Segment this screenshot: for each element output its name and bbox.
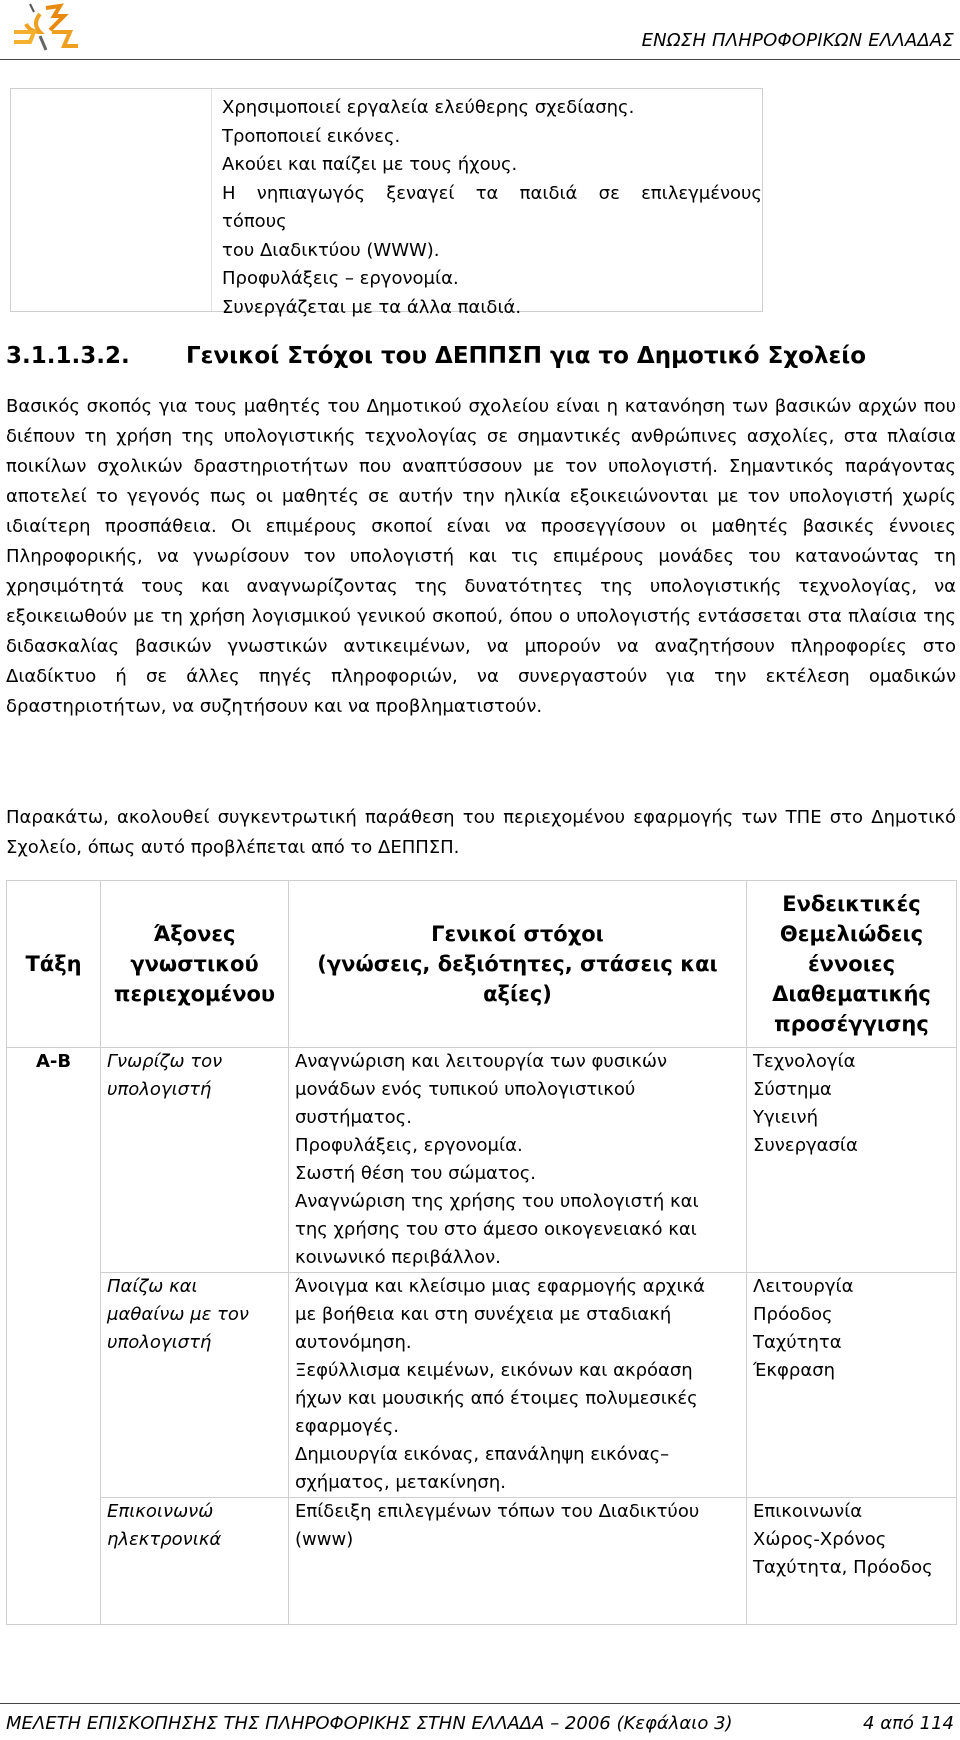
- body-paragraph: Βασικός σκοπός για τους μαθητές του Δημοτικού σχολείου είναι η κατανόηση των βασικών αρχών που διέπουν τη χρήση της υπολογιστικής τεχνολογίας σε σημαντικές ανθρώπινες ασχολίες, στα πλαίσια ποικίλων σχολικών δραστηριοτήτων που αναπτύσσουν με τον υπολογιστή. Σημαντικός παράγοντας αποτελεί το γεγονός πως οι μαθητές σε αυτήν την ηλικία εξοικειώνονται με τον υπολογιστή χωρίς ιδιαίτερη προσπάθεια. Οι επιμέρους σκοποί είναι να προσεγγίσουν οι μαθητές βασικές έννοιες Πληροφορικής, να γνωρίσουν τον υπολογιστή και τις επιμέρους μονάδες του κατανοώντας τη χρησιμότητά τους και αναγνωρίζοντας της δυνατότητες της υπολογιστικής τεχνολογίας, να εξοικειωθούν με τη χρήση λογισμικού γενικού σκοπού, όπου ο υπολογιστής εντάσσεται στα πλαίσια της διδασκαλίας βασικών γνωστικών αντικειμένων, να μπορούν να αναζητήσουν πληροφορίες στο Διαδίκτυο ή σε άλλες πηγές πληροφοριών, να συνεργαστούν για την εκτέλεση ομαδικών δραστηριοτήτων, να συζητήσουν και να προβληματιστούν.: [6, 396, 956, 717]
- goal-text: Αναγνώριση της χρήσης του υπολογιστή και: [295, 1191, 699, 1212]
- goal-text: κοινωνικό περιβάλλον.: [295, 1247, 501, 1268]
- axis-text: Παίζω και: [107, 1276, 198, 1297]
- section-number: 3.1.1.3.2.: [6, 343, 130, 369]
- goal-text: Προφυλάξεις, εργονομία.: [295, 1135, 523, 1156]
- concept-text: Σύστημα: [753, 1079, 832, 1100]
- axis-text: Επικοινωνώ: [107, 1501, 214, 1522]
- goal-text: συστήματος.: [295, 1107, 412, 1128]
- table-header-row: [7, 881, 957, 1048]
- concepts-cell: [747, 1498, 957, 1625]
- table-row: [7, 1273, 957, 1498]
- concept-text: Συνεργασία: [753, 1135, 858, 1156]
- continued-line: Συνεργάζεται με τα άλλα παιδιά.: [222, 296, 522, 318]
- header-organization: ΕΝΩΣΗ ΠΛΗΡΟΦΟΡΙΚΩΝ ΕΛΛΑΔΑΣ: [641, 30, 954, 51]
- continued-line: Η νηπιαγωγός ξεναγεί τα παιδιά σε επιλεγμένους: [222, 182, 762, 204]
- header-grade: [7, 881, 101, 1048]
- header-text: Διαθεματικής: [772, 982, 931, 1006]
- table-row: [7, 1498, 957, 1625]
- header-text: Τάξη: [25, 952, 82, 976]
- grade-label: Α-Β: [35, 1051, 72, 1072]
- axis-text: Γνωρίζω τον: [107, 1051, 223, 1072]
- axis-cell: [101, 1498, 289, 1625]
- continued-table-column-divider: [211, 89, 212, 311]
- continued-table-text: [222, 94, 762, 322]
- header-goals: [289, 881, 747, 1048]
- section-title: Γενικοί Στόχοι του ΔΕΠΠΣΠ για το Δημοτικό Σχολείο: [186, 343, 867, 369]
- goal-text: Επίδειξη επιλεγμένων τόπων του Διαδικτύου: [295, 1501, 700, 1522]
- goal-text: Αναγνώριση και λειτουργία των φυσικών: [295, 1051, 668, 1072]
- header-text: περιεχομένου: [113, 982, 276, 1006]
- curriculum-table: [6, 880, 957, 1625]
- concept-text: Πρόοδος: [753, 1304, 833, 1325]
- goals-cell: [289, 1048, 747, 1273]
- goal-text: μονάδων ενός τυπικού υπολογιστικού: [295, 1079, 636, 1100]
- body-paragraph: Παρακάτω, ακολουθεί συγκεντρωτική παράθεση του περιεχομένου εφαρμογής των ΤΠΕ στο Δημοτικό Σχολείο, όπως αυτό προβλέπεται από το ΔΕΠΠΣΠ.: [6, 807, 956, 858]
- concept-text: Τεχνολογία: [753, 1051, 856, 1072]
- concepts-cell: [747, 1048, 957, 1273]
- table-row: [7, 1048, 957, 1273]
- footer-divider: [0, 1703, 960, 1704]
- concept-text: Χώρος-Χρόνος: [753, 1529, 887, 1550]
- axis-cell: [101, 1273, 289, 1498]
- header-text: (γνώσεις, δεξιότητες, στάσεις και: [317, 952, 718, 976]
- epe-logo-icon: [10, 2, 80, 54]
- goal-text: ήχων και μουσικής από έτοιμες πολυμεσικές: [295, 1388, 698, 1409]
- header-text: Θεμελιώδεις: [779, 922, 924, 946]
- concept-text: Επικοινωνία: [753, 1501, 863, 1522]
- footer-document-title: ΜΕΛΕΤΗ ΕΠΙΣΚΟΠΗΣΗΣ ΤΗΣ ΠΛΗΡΟΦΟΡΙΚΗΣ ΣΤΗΝ ΕΛΛΑΔΑ – 2006 (Κεφάλαιο 3): [6, 1713, 733, 1734]
- goals-cell: [289, 1498, 747, 1625]
- header-text: προσέγγισης: [774, 1012, 929, 1036]
- header-text: Άξονες: [153, 922, 236, 946]
- goal-text: εφαρμογές.: [295, 1416, 400, 1437]
- header-text: Γενικοί στόχοι: [431, 922, 604, 946]
- section-heading: [6, 343, 866, 369]
- continued-line: τόπους: [222, 211, 287, 232]
- continued-line: Τροποποιεί εικόνες.: [222, 125, 401, 147]
- concept-text: Ταχύτητα: [753, 1332, 842, 1353]
- axis-text: υπολογιστή: [107, 1332, 212, 1353]
- header-text: έννοιες: [807, 952, 896, 976]
- concept-text: Υγιεινή: [753, 1107, 819, 1128]
- goal-text: Ξεφύλλισμα κειμένων, εικόνων και ακρόαση: [295, 1360, 693, 1381]
- goals-cell: [289, 1273, 747, 1498]
- header-divider: [0, 59, 960, 60]
- goal-text: αυτονόμηση.: [295, 1332, 412, 1353]
- header-concepts: [747, 881, 957, 1048]
- header-text: αξίες): [483, 982, 552, 1006]
- continued-line: Χρησιμοποιεί εργαλεία ελεύθερης σχεδίασης.: [222, 97, 635, 118]
- continued-line: Ακούει και παίζει με τους ήχους.: [222, 154, 518, 175]
- axis-cell: [101, 1048, 289, 1273]
- concept-text: Λειτουργία: [753, 1276, 854, 1297]
- goal-text: Σωστή θέση του σώματος.: [295, 1163, 537, 1184]
- concept-text: Ταχύτητα, Πρόοδος: [753, 1557, 933, 1578]
- concepts-cell: [747, 1273, 957, 1498]
- footer-page-number: 4 από 114: [863, 1713, 954, 1734]
- continued-line: του Διαδικτύου (WWW).: [222, 239, 440, 261]
- concept-text: Έκφραση: [753, 1360, 836, 1381]
- goal-text: με βοήθεια και στη συνέχεια με σταδιακή: [295, 1304, 672, 1325]
- goal-text: σχήματος, μετακίνηση.: [295, 1472, 506, 1493]
- grade-cell: [7, 1048, 101, 1625]
- axis-text: ηλεκτρονικά: [107, 1529, 222, 1550]
- header-text: γνωστικού: [130, 952, 259, 976]
- goal-text: (www): [295, 1529, 354, 1550]
- goal-text: της χρήσης του στο άμεσο οικογενειακό και: [295, 1219, 697, 1240]
- axis-text: μαθαίνω με τον: [107, 1304, 249, 1325]
- axis-text: υπολογιστή: [107, 1079, 212, 1100]
- continued-line: Προφυλάξεις – εργονομία.: [222, 268, 459, 289]
- goal-text: Άνοιγμα και κλείσιμο μιας εφαρμογής αρχικά: [295, 1276, 706, 1297]
- goal-text: Δημιουργία εικόνας, επανάληψη εικόνας–: [295, 1444, 670, 1465]
- header-text: Ενδεικτικές: [782, 892, 921, 916]
- page-header: [0, 0, 960, 60]
- header-axes: [101, 881, 289, 1048]
